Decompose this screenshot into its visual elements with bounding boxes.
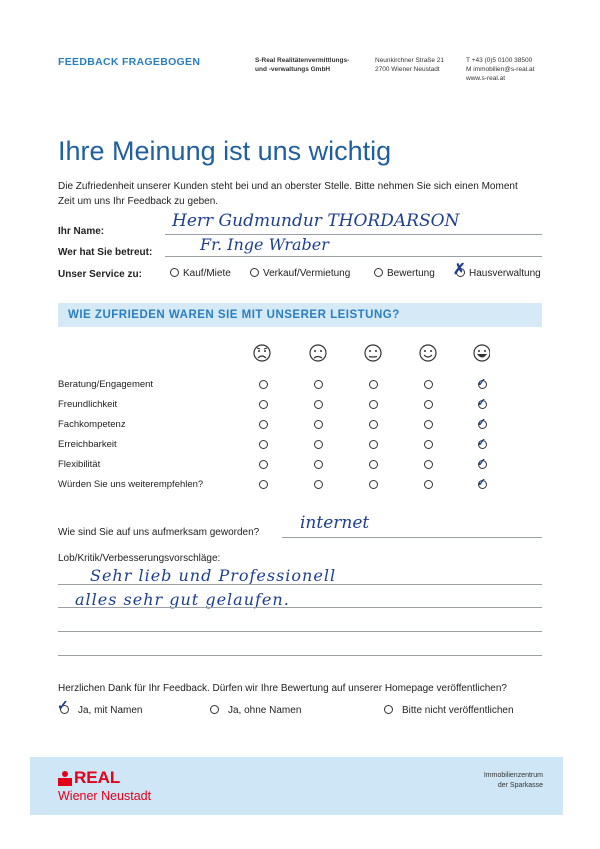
- rating-radio-3[interactable]: [369, 440, 378, 449]
- rating-radio-3[interactable]: [369, 400, 378, 409]
- very-sad-face-icon: [254, 345, 270, 361]
- criterion-label: Würden Sie uns weiterempfehlen?: [58, 479, 204, 490]
- service-option-hausverwaltung: Hausverwaltung: [469, 268, 541, 279]
- criterion-label: Freundlichkeit: [58, 399, 118, 410]
- rating-radio-2[interactable]: [314, 440, 323, 449]
- rating-radio-4[interactable]: [424, 400, 433, 409]
- rating-radio-4[interactable]: [424, 420, 433, 429]
- service-radio-kauf[interactable]: [170, 268, 179, 277]
- rating-radio-2[interactable]: [314, 400, 323, 409]
- company-address: [375, 56, 444, 74]
- rating-radio-3[interactable]: [369, 460, 378, 469]
- rating-radio-1[interactable]: [259, 380, 268, 389]
- service-option-verkauf: Verkauf/Vermietung: [263, 268, 351, 279]
- brand-city: Wiener Neustadt: [58, 789, 152, 803]
- tagline-line-2: der Sparkasse: [497, 782, 543, 789]
- intro-line-2: Zeit um uns Ihr Feedback zu geben.: [58, 195, 219, 207]
- advisor-label: Wer hat Sie betreut:: [58, 247, 153, 258]
- rating-radio-1[interactable]: [259, 480, 268, 489]
- brand-tagline: [484, 771, 543, 791]
- intro-line-1: Die Zufriedenheit unserer Kunden steht bei und an oberster Stelle. Bitte nehmen Sie sich einen Moment: [58, 181, 518, 192]
- email-address: M immobilien@s-real.at: [466, 66, 535, 73]
- rating-radio-2[interactable]: [314, 460, 323, 469]
- tagline-line-1: Immobilienzentrum: [483, 772, 543, 779]
- rating-faces-row: [250, 343, 490, 363]
- rating-radio-1[interactable]: [259, 440, 268, 449]
- section-title: WIE ZUFRIEDEN WAREN SIE MIT UNSERER LEISTUNG?: [68, 309, 400, 321]
- service-radio-bewertung[interactable]: [374, 268, 383, 277]
- comments-label: Lob/Kritik/Verbesserungsvorschläge:: [58, 553, 221, 564]
- criterion-label: Erreichbarkeit: [58, 439, 117, 450]
- phone-number: T +43 (0)5 0100 38500: [466, 57, 533, 64]
- advisor-underline: [165, 256, 542, 257]
- rating-radio-3[interactable]: [369, 380, 378, 389]
- comment-rule-2: [58, 607, 542, 608]
- rating-radio-1[interactable]: [259, 400, 268, 409]
- service-option-bewertung: Bewertung: [387, 268, 435, 279]
- comment-line-1[interactable]: Sehr lieb und Professionell: [90, 566, 337, 585]
- happy-face-icon: [420, 345, 436, 361]
- rating-radio-3[interactable]: [369, 480, 378, 489]
- service-option-kauf: Kauf/Miete: [183, 268, 231, 279]
- section-banner: [58, 303, 542, 327]
- intro-text: [58, 180, 548, 209]
- comment-line-2[interactable]: alles sehr gut gelaufen.: [75, 590, 290, 609]
- neutral-face-icon: [365, 345, 381, 361]
- address-line-1: Neunkirchner Straße 21: [375, 57, 445, 64]
- rating-mark-icon: ✓: [477, 457, 487, 469]
- consent-radio-no-publish[interactable]: [384, 705, 393, 714]
- rating-radio-2[interactable]: [314, 380, 323, 389]
- company-line-2: und -verwaltungs GmbH: [255, 66, 331, 73]
- name-label: Ihr Name:: [58, 226, 105, 237]
- source-underline: [282, 537, 542, 538]
- rating-radio-1[interactable]: [259, 460, 268, 469]
- rating-mark-icon: ✓: [477, 437, 487, 449]
- checkmark-icon: ✗: [453, 261, 466, 278]
- rating-mark-icon: ✓: [477, 377, 487, 389]
- consent-option-no-publish: Bitte nicht veröffentlichen: [402, 705, 514, 716]
- brand-name: REAL: [74, 768, 121, 787]
- rating-radio-4[interactable]: [424, 440, 433, 449]
- rating-radio-1[interactable]: [259, 420, 268, 429]
- comment-rule-4: [58, 655, 542, 656]
- consent-radio-without-name[interactable]: [210, 705, 219, 714]
- rating-radio-3[interactable]: [369, 420, 378, 429]
- comment-rule-3: [58, 631, 542, 632]
- selected-mark-icon: ✓: [57, 697, 69, 713]
- source-label: Wie sind Sie auf uns aufmerksam geworden?: [58, 527, 260, 538]
- very-happy-face-icon: [474, 345, 490, 361]
- rating-mark-icon: ✓: [477, 417, 487, 429]
- rating-mark-icon: ✓: [477, 477, 487, 489]
- rating-mark-icon: ✓: [477, 397, 487, 409]
- address-line-2: 2700 Wiener Neustadt: [375, 66, 440, 73]
- source-value[interactable]: internet: [300, 513, 370, 533]
- rating-radio-4[interactable]: [424, 480, 433, 489]
- criterion-label: Fachkompetenz: [58, 419, 126, 430]
- sad-face-icon: [310, 345, 326, 361]
- criterion-label: Beratung/Engagement: [58, 379, 154, 390]
- advisor-value[interactable]: Fr. Inge Wraber: [200, 235, 329, 254]
- company-contact: [466, 56, 534, 83]
- rating-radio-4[interactable]: [424, 460, 433, 469]
- rating-radio-2[interactable]: [314, 420, 323, 429]
- footer-banner: [30, 757, 563, 815]
- service-label: Unser Service zu:: [58, 269, 142, 280]
- criterion-label: Flexibilität: [58, 459, 101, 470]
- rating-radio-4[interactable]: [424, 380, 433, 389]
- sparkasse-logo-icon: [58, 770, 72, 786]
- company-name: [255, 56, 349, 74]
- rating-radio-2[interactable]: [314, 480, 323, 489]
- name-value[interactable]: Herr Gudmundur THORDARSON: [172, 211, 460, 231]
- consent-question: Herzlichen Dank für Ihr Feedback. Dürfen wir Ihre Bewertung auf unserer Homepage veröffentlichen?: [58, 683, 507, 694]
- comment-rule-1: [58, 584, 542, 585]
- company-line-1: S-Real Realitätenvermittlungs-: [255, 57, 350, 64]
- form-title: FEEDBACK FRAGEBOGEN: [58, 56, 201, 68]
- page-title: Ihre Meinung ist uns wichtig: [58, 136, 392, 166]
- service-radio-verkauf[interactable]: [250, 268, 259, 277]
- website: www.s-real.at: [466, 75, 506, 82]
- consent-option-without-name: Ja, ohne Namen: [228, 705, 302, 716]
- consent-option-with-name: Ja, mit Namen: [78, 705, 143, 716]
